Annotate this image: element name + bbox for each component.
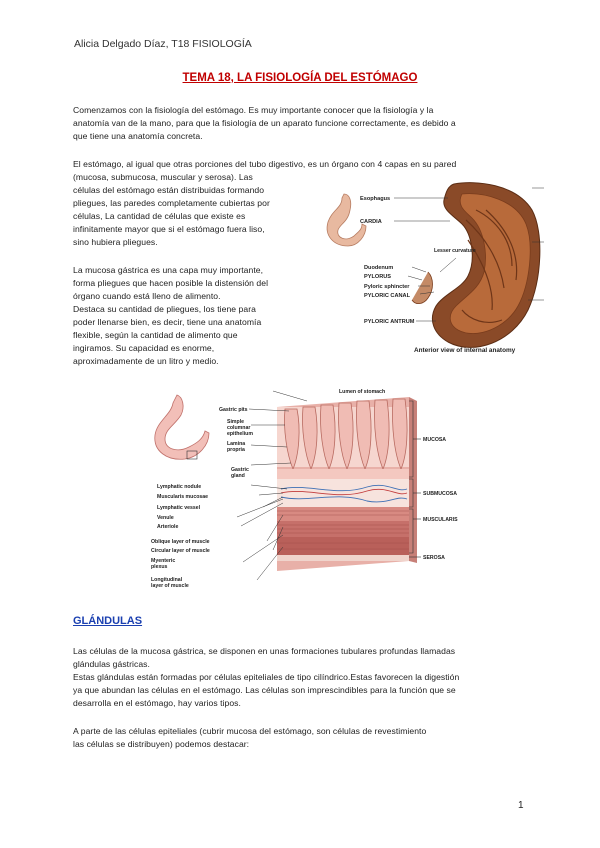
label-lamina: Lamina [227, 441, 246, 447]
page-title: TEMA 18, LA FISIOLOGÍA DEL ESTÓMAGO [182, 72, 418, 84]
label-pylorus: PYLORUS [364, 274, 392, 280]
label-mucosa: MUCOSA [423, 437, 447, 443]
text-line: Destaca su cantidad de pliegues, los tiene para [73, 304, 256, 314]
label-gastric-pits: Gastric pits [219, 407, 248, 413]
text-line: Comenzamos con la fisiología del estómago. Es muy importante conocer que la fisiología y la [73, 105, 434, 115]
label-muscularis: MUSCULARIS [423, 517, 458, 523]
text-line: ingiramos. Su capacidad es enorme, [73, 343, 215, 353]
tissue-block-illustration [277, 397, 417, 571]
label-simple: Simple [227, 419, 245, 425]
text-line: anatomía van de la mano, para que la fisiología de un aparato funcione correctamente, es debido a [73, 118, 456, 128]
text-line: células del estómago están distribuidas formando [73, 185, 265, 195]
label-submucosa: SUBMUCOSA [423, 491, 458, 497]
text-line: poder llenarse bien, es decir, tiene una anatomía [73, 317, 262, 327]
text-line: El estómago, al igual que otras porciones del tubo digestivo, es un órgano con 4 capas en su pared [73, 159, 457, 169]
text-line: Las células de la mucosa gástrica, se disponen en unas formaciones tubulares profundas llamadas [73, 646, 456, 656]
text-line: Estas glándulas están formadas por células epiteliales de tipo cilíndrico.Estas favorecen la digestión [73, 672, 460, 682]
text-line: pliegues, las paredes completamente cubiertas por [73, 198, 270, 208]
text-line: glándulas gástricas. [73, 659, 150, 669]
page-number: 1 [518, 800, 524, 811]
label-cardia: CARDIA [360, 219, 382, 225]
text-line: forma pliegues que hacen posible la distensión del [73, 278, 269, 288]
label-serosa: SEROSA [423, 555, 445, 561]
text-line: células, La cantidad de células que existe es [73, 211, 246, 221]
paragraph-mucosa [73, 264, 308, 368]
label-arteriole: Arteriole [157, 524, 179, 530]
label-oblique: Oblique layer of muscle [151, 539, 210, 545]
label-lesser-curvature: Lesser curvature [434, 248, 476, 254]
label-esophagus: Esophagus [360, 196, 391, 202]
label-gastric: Gastric [231, 467, 249, 473]
stomach-anatomy-figure [316, 180, 546, 360]
label-venule: Venule [157, 515, 174, 521]
text-line: infinitamente mayor que si el estómago fuera liso, [73, 224, 265, 234]
label-pyloric-sphincter: Pyloric sphincter [364, 284, 410, 290]
gastric-wall-figure [147, 385, 472, 597]
text-line: sino hubiera pliegues. [73, 237, 158, 247]
label-lymphatic-vessel: Lymphatic vessel [157, 505, 201, 511]
label-lumen: Lumen of stomach [339, 389, 386, 395]
label-propria: propria [227, 447, 245, 453]
paragraph-intro [73, 104, 456, 143]
text-line: órgano cuando está lleno de alimento. [73, 291, 221, 301]
page-header: Alicia Delgado Díaz, T18 FISIOLOGÍA [74, 38, 252, 50]
label-pyloric-canal: PYLORIC CANAL [364, 293, 410, 299]
label-plexus: plexus [151, 564, 168, 570]
label-circular: Circular layer of muscle [151, 548, 210, 554]
text-line: (mucosa, submucosa, muscular y serosa). Las [73, 172, 253, 182]
text-line: A parte de las células epiteliales (cubrir mucosa del estómago, son células de revestimiento [73, 726, 427, 736]
label-epithelium: epithelium [227, 431, 253, 437]
text-line: ya que abundan las células en el estómago. Las células son imprescindibles para la función que se [73, 685, 456, 695]
label-columnar: columnar [227, 425, 251, 431]
label-muscularis-mucosae: Muscularis mucosae [157, 494, 209, 500]
figure-caption: Anterior view of internal anatomy [414, 347, 516, 354]
text-line: La mucosa gástrica es una capa muy importante, [73, 265, 264, 275]
section-heading-glandulas: GLÁNDULAS [73, 615, 143, 627]
text-line: aproximadamente de un litro y medio. [73, 356, 219, 366]
text-line: flexible, según la cantidad de alimento que [73, 330, 238, 340]
label-lymphatic-nodule: Lymphatic nodule [157, 484, 202, 490]
text-line: que tiene una anatomía concreta. [73, 131, 203, 141]
label-longitudinal: Longitudinal [151, 577, 183, 583]
label-pyloric-antrum: PYLORIC ANTRUM [364, 319, 415, 325]
label-myenteric: Myenteric [151, 558, 176, 564]
paragraph-celulas [73, 725, 426, 751]
text-line: las células se distribuyen) podemos destacar: [73, 739, 250, 749]
label-gland: gland [231, 473, 245, 479]
text-line: desarrolla en el estómago, hay varios tipos. [73, 698, 241, 708]
paragraph-glandulas [73, 645, 459, 710]
label-duodenum: Duodenum [364, 265, 394, 271]
label-layer-of-muscle: layer of muscle [151, 583, 189, 589]
